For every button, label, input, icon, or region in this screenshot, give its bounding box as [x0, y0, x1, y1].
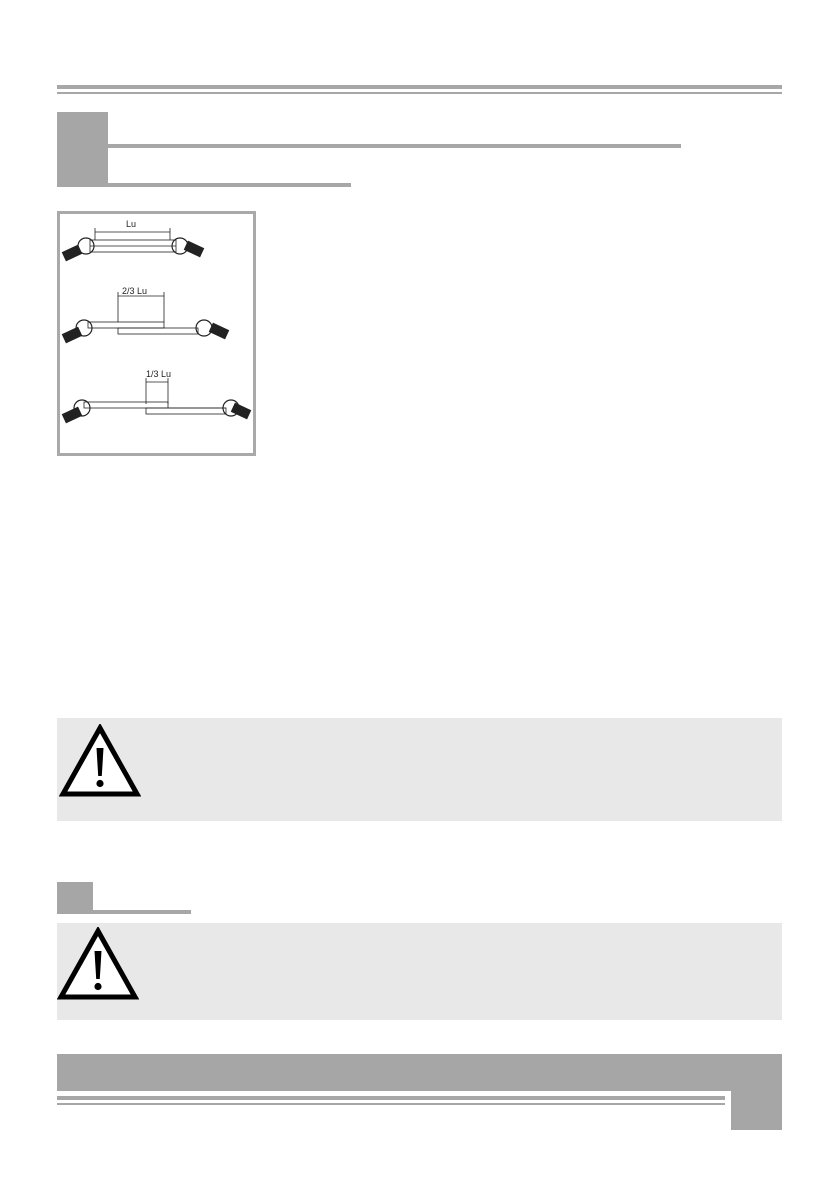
- header-rule-bottom: [57, 92, 782, 94]
- warning-triangle-icon: [57, 927, 139, 1001]
- footer-band: [57, 1054, 782, 1091]
- subsection-marker-block: [57, 882, 93, 914]
- warning-triangle-icon: [59, 724, 141, 798]
- header-rule-top: [57, 85, 782, 89]
- shaft-diagram-one-third: [62, 369, 252, 423]
- section-marker-block: [57, 112, 108, 187]
- warning-box-2: [57, 923, 782, 1020]
- driveshaft-diagram: [60, 214, 253, 453]
- shaft-diagram-two-thirds: [62, 286, 230, 343]
- section-heading-underline-long: [108, 144, 681, 148]
- page-number-tab: [731, 1091, 782, 1130]
- shaft-diagram-closed: [62, 219, 205, 261]
- driveshaft-overlap-figure: [57, 211, 256, 456]
- warning-box-1: [57, 718, 782, 821]
- section-heading-underline-short: [108, 183, 351, 187]
- footer-rule-top: [57, 1096, 725, 1100]
- footer-rule-bottom: [57, 1103, 725, 1105]
- subsection-heading-underline: [93, 910, 191, 914]
- overlap-label-one-third: 1/3 Lu: [146, 369, 172, 379]
- overlap-label-lu: Lu: [126, 219, 137, 229]
- overlap-label-two-thirds: 2/3 Lu: [122, 286, 148, 296]
